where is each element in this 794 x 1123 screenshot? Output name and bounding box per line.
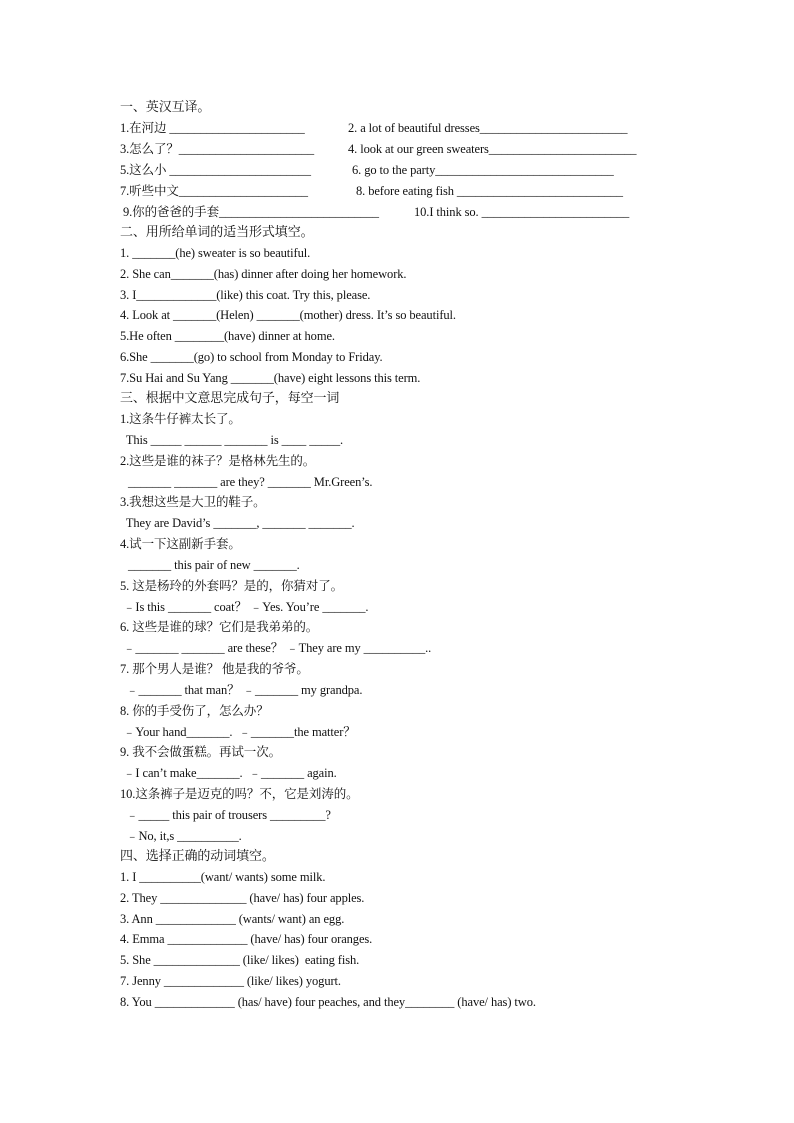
- question-right: 2. a lot of beautiful dresses________________________: [348, 121, 628, 135]
- section-3-line: 2.这些是谁的袜子？是格林先生的。: [120, 454, 316, 468]
- section-2-item: 5.He often ________(have) dinner at home.: [120, 329, 335, 343]
- section-3-line: ﹣_______ that man？ ﹣_______ my grandpa.: [120, 683, 363, 697]
- section-2-item: 1. _______(he) sweater is so beautiful.: [120, 246, 311, 260]
- section-1-row: [0, 181, 794, 201]
- question-left: 7.听些中文_____________________: [120, 184, 308, 198]
- section-3-line: 9. 我不会做蛋糕。再试一次。: [120, 745, 282, 759]
- section-4-item: 2. They ______________ (have/ has) four apples.: [120, 891, 365, 905]
- section-3-line: 1.这条牛仔裤太长了。: [120, 412, 241, 426]
- section-1-row: [0, 139, 794, 159]
- question-right: 8. before eating fish ___________________________: [356, 184, 623, 198]
- section-4-item: 5. She ______________ (like/ likes) eating fish.: [120, 953, 360, 967]
- section-3-line: ﹣No, it,s __________.: [120, 829, 242, 843]
- section-3-line: _______ _______ are they? _______ Mr.Green’s.: [128, 475, 373, 489]
- section-1-title: 一、英汉互译。: [120, 99, 211, 114]
- section-3-line: ﹣Your hand_______. ﹣_______the matter？: [120, 725, 356, 739]
- section-4-item: 4. Emma _____________ (have/ has) four oranges.: [120, 932, 373, 946]
- section-3-line: _______ this pair of new _______.: [128, 558, 300, 572]
- section-3-line: 8. 你的手受伤了，怎么办？: [120, 704, 269, 718]
- section-3-line: ﹣_____ this pair of trousers _________?: [120, 808, 331, 822]
- section-1-row: [0, 118, 794, 138]
- section-3-line: 6. 这些是谁的球？它们是我弟弟的。: [120, 620, 319, 634]
- section-3-line: 10.这条裤子是迈克的吗？不，它是刘涛的。: [120, 787, 359, 801]
- question-left: 5.这么小 _______________________: [120, 163, 311, 177]
- section-3-line: ﹣_______ _______ are these？ ﹣They are my __________..: [120, 641, 432, 655]
- section-4-title: 四、选择正确的动词填空。: [120, 848, 275, 863]
- section-4-item: 7. Jenny _____________ (like/ likes) yogurt.: [120, 974, 341, 988]
- question-left: 3.怎么了？______________________: [120, 142, 315, 156]
- section-3-title: 三、根据中文意思完成句子，每空一词: [120, 390, 340, 405]
- section-3-line: This _____ ______ _______ is ____ _____.: [120, 433, 344, 447]
- question-right: 10.I think so. ________________________: [414, 205, 630, 219]
- section-1-row: [0, 202, 794, 222]
- question-right: 4. look at our green sweaters________________________: [348, 142, 637, 156]
- section-2-item: 6.She _______(go) to school from Monday to Friday.: [120, 350, 383, 364]
- section-3-line: They are David’s _______, _______ _______.: [120, 516, 355, 530]
- section-1-row: [0, 160, 794, 180]
- section-4-item: 1. I __________(want/ wants) some milk.: [120, 870, 326, 884]
- section-2-item: 2. She can_______(has) dinner after doing her homework.: [120, 267, 407, 281]
- section-3-line: ﹣I can’t make_______. ﹣_______ again.: [120, 766, 337, 780]
- section-3-line: 7. 那个男人是谁？ 他是我的爷爷。: [120, 662, 309, 676]
- section-4-item: 8. You _____________ (has/ have) four peaches, and they________ (have/ has) two.: [120, 995, 536, 1009]
- section-3-line: 3.我想这些是大卫的鞋子。: [120, 495, 266, 509]
- section-3-line: 4.试一下这副新手套。: [120, 537, 241, 551]
- question-left: 1.在河边 ______________________: [120, 121, 305, 135]
- section-3-line: 5. 这是杨玲的外套吗？是的，你猜对了。: [120, 579, 344, 593]
- section-2-item: 7.Su Hai and Su Yang _______(have) eight lessons this term.: [120, 371, 421, 385]
- section-2-item: 4. Look at _______(Helen) _______(mother) dress. It’s so beautiful.: [120, 308, 456, 322]
- section-4-item: 3. Ann _____________ (wants/ want) an egg.: [120, 912, 345, 926]
- section-2-item: 3. I_____________(like) this coat. Try this, please.: [120, 288, 371, 302]
- section-3-line: ﹣Is this _______ coat？ ﹣Yes. You’re _______.: [120, 600, 369, 614]
- section-2-title: 二、用所给单词的适当形式填空。: [120, 224, 314, 239]
- question-right: 6. go to the party_____________________________: [352, 163, 614, 177]
- question-left: 9.你的爸爸的手套__________________________: [123, 205, 379, 219]
